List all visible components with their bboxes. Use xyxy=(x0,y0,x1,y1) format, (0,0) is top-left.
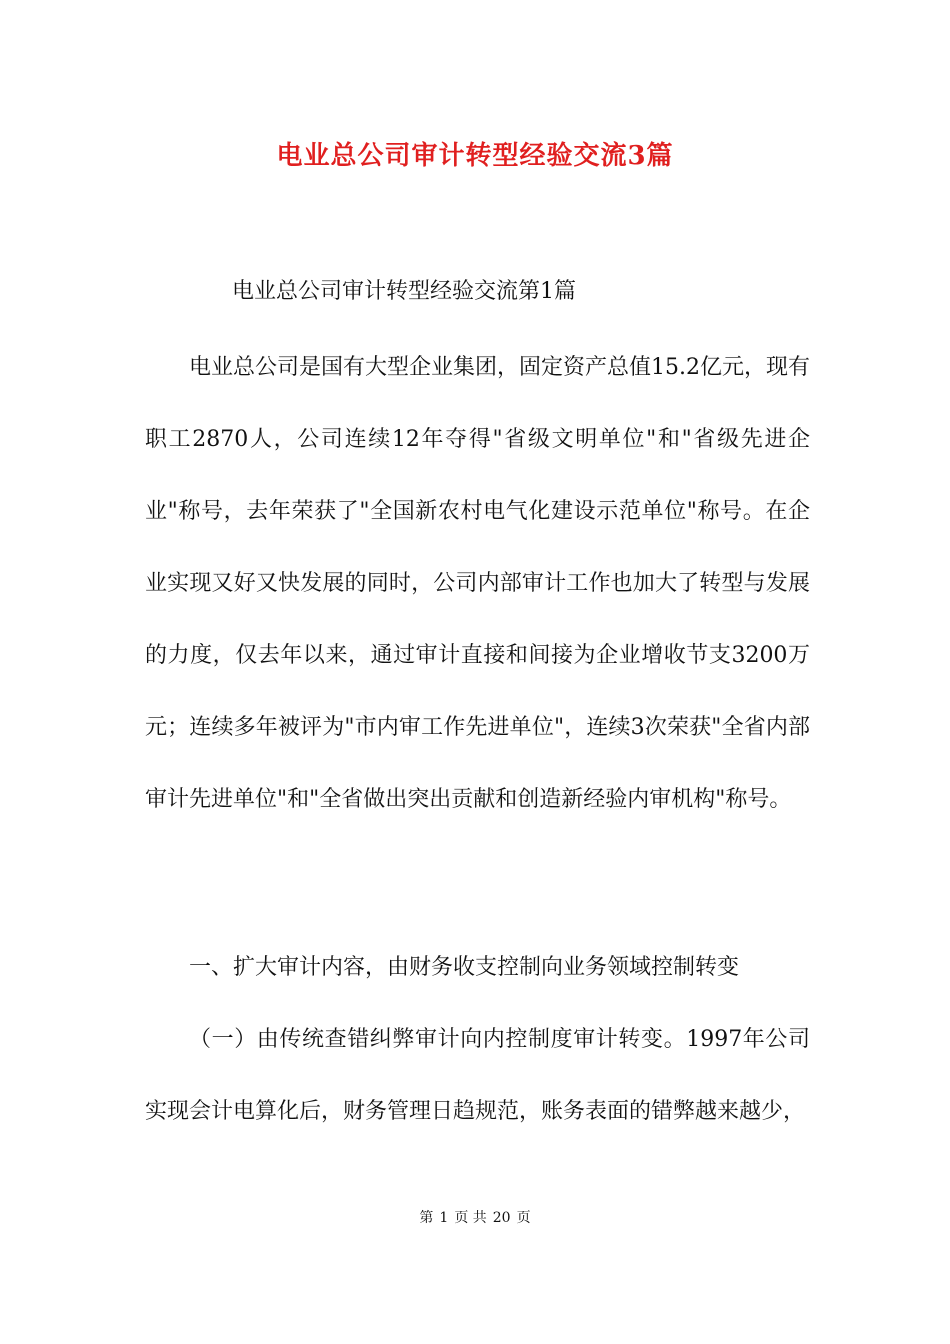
footer-suffix: 页 xyxy=(516,1210,531,1226)
section-heading: 一、扩大审计内容，由财务收支控制向业务领域控制转变 xyxy=(189,955,740,980)
footer-total-pages: 20 xyxy=(492,1210,511,1226)
footer-page-number: 1 xyxy=(439,1210,449,1226)
section-title: 电业总公司审计转型经验交流第1篇 xyxy=(232,279,576,304)
document-title: 电业总公司审计转型经验交流3篇 xyxy=(276,141,674,171)
body-paragraph: 电业总公司是国有大型企业集团，固定资产总值15.2亿元，现有职工2870人，公司连续12年夺得"省级文明单位"和"省级先进企业"称号，去年荣获了"全国新农村电气化建设示范单位"称号。在企业实现又好又快发展的同时，公司内部审计工作也加大了转型与发展的力度，仅去年以来，通过审计直接和间接为企业增收节支3200万元；连续多年被评为"市内审工作先进单位"，连续3次荣获"全省内部审计先进单位"和"全省做出突出贡献和创造新经验内审机构"称号。 xyxy=(145,355,810,812)
body-paragraph: （一）由传统查错纠弊审计向内控制度审计转变。1997年公司实现会计电算化后，财务管理日趋规范，账务表面的错弊越来越少， xyxy=(145,1027,810,1124)
footer-middle: 页 共 xyxy=(454,1210,487,1226)
footer-prefix: 第 xyxy=(419,1210,434,1226)
page-footer xyxy=(0,1206,950,1230)
